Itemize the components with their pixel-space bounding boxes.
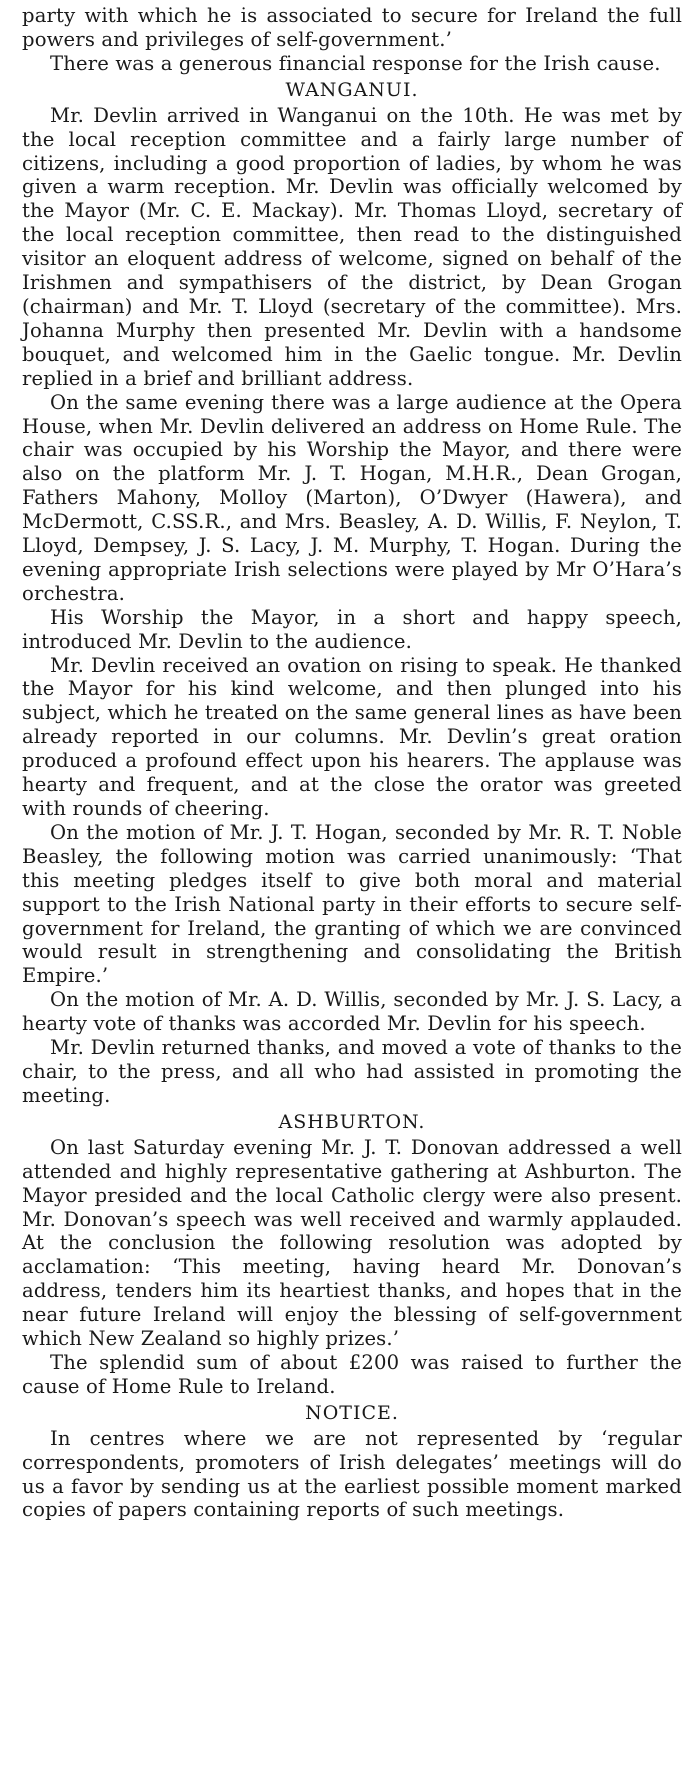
heading-wanganui: WANGANUI. xyxy=(285,78,419,101)
paragraph-ovation: Mr. Devlin received an ovation on rising to speak. He thanked the Mayor for his kind welcome, and then plunged into his subject, which he treated on the same general lines as have been already reported in our columns. Mr. Devlin’s great oration produced a profound effect upon his hearers. The applause was hearty and frequent, and at the close the orator was greeted with rounds of cheering. xyxy=(22,653,683,820)
paragraph-continued: party with which he is associated to secure for Ireland the full powers and privileges of self-government.’ xyxy=(22,4,682,51)
paragraph-motion: On the motion of Mr. J. T. Hogan, seconded by Mr. R. T. Noble Beasley, the following motion was carried unanimously: ‘That this meeting pledges itself to give both moral and material support to the Irish National party in their efforts to secure self-government for Ireland, the granting of which we are convinced would result in strengthening and consolidating the British Empire.’ xyxy=(22,820,682,988)
paragraph-notice: In centres where we are not represented by ‘regular correspondents, promoters of Irish delegates’ meetings will do us a favor by sending us at the earliest possible moment marked copies of papers containing reports of such meetings. xyxy=(22,1426,682,1522)
heading-ashburton: ASHBURTON. xyxy=(278,1110,426,1133)
paragraph-opera-house: On the same evening there was a large audience at the Opera House, when Mr. Devlin delivered an address on Home Rule. The chair was occupied by his Worship the Mayor, and there were also on the platform Mr. J. T. Hogan, M.H.R., Dean Grogan, Fathers Mahony, Molloy (Marton), O’Dwyer (Hawera), and McDermott, C.SS.R., and Mrs. Beasley, A. D. Willis, F. Neylon, T. Lloyd, Dempsey, J. S. Lacy, J. M. Murphy, T. Hogan. During the evening appropriate Irish selections were played by Mr O’Hara’s orchestra. xyxy=(22,390,682,605)
paragraph-sum-raised: The splendid sum of about £200 was raised to further the cause of Home Rule to Ireland. xyxy=(22,1350,682,1398)
paragraph-ashburton-gathering: On last Saturday evening Mr. J. T. Donovan addressed a well attended and highly representative gathering at Ashburton. The Mayor presided and the local Catholic clergy were also present. Mr. Donovan’s speech was well received and warmly applauded. At the conclusion the following resolution was adopted by acclamation: ‘This meeting, having heard Mr. Donovan’s address, tenders him its heartiest thanks, and hopes that in the near future Ireland will enjoy the blessing of self-government which New Zealand so highly prizes.’ xyxy=(22,1135,682,1351)
paragraph-mayor-speech: His Worship the Mayor, in a short and happy speech, introduced Mr. Devlin to the audience. xyxy=(22,605,682,653)
paragraph-financial-response: There was a generous financial response for the Irish cause. xyxy=(50,51,661,75)
paragraph-arrival: Mr. Devlin arrived in Wanganui on the 10th. He was met by the local reception committee and a fairly large number of citizens, including a good proportion of ladies, by whom he was given a warm reception. Mr. Devlin was officially welcomed by the Mayor (Mr. C. E. Mackay). Mr. Thomas Lloyd, secretary of the local reception committee, then read to the distinguished visitor an eloquent address of welcome, signed on behalf of the Irishmen and sympathisers of the district, by Dean Grogan (chairman) and Mr. T. Lloyd (secretary of the committee). Mrs. Johanna Murphy then presented Mr. Devlin with a handsome bouquet, and welcomed him in the Gaelic tongue. Mr. Devlin replied in a brief and brilliant address. xyxy=(22,103,682,390)
paragraph-vote-of-thanks: On the motion of Mr. A. D. Willis, seconded by Mr. J. S. Lacy, a hearty vote of thanks was accorded Mr. Devlin for his speech. xyxy=(22,988,682,1036)
paragraph-returned-thanks: Mr. Devlin returned thanks, and moved a vote of thanks to the chair, to the press, and all who had assisted in promoting the meeting. xyxy=(22,1036,682,1107)
heading-notice: NOTICE. xyxy=(305,1401,399,1424)
